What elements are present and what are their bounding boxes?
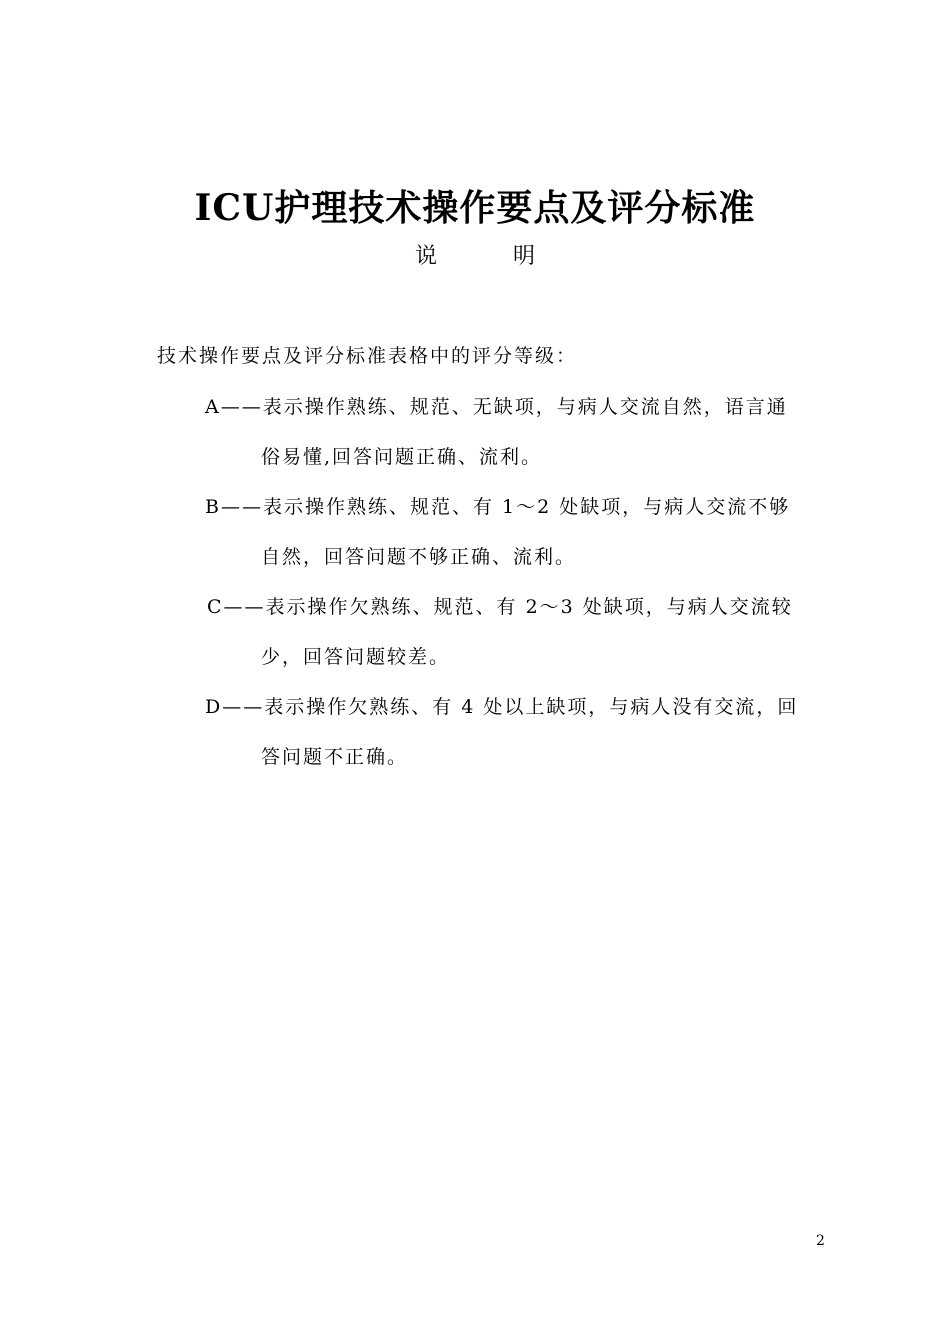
grade-b-line-2: 自然，回答问题不够正确、流利。 bbox=[261, 546, 577, 568]
grade-d-paragraph bbox=[205, 693, 798, 793]
subtitle-char-2: 明 bbox=[513, 244, 536, 269]
grade-c-line-2: 少，回答问题较差。 bbox=[261, 646, 451, 668]
grade-c-paragraph bbox=[207, 593, 793, 693]
subtitle-char-1: 说 bbox=[414, 244, 437, 269]
grade-d-line-1: D——表示操作欠熟练、有 4 处以上缺项，与病人没有交流，回 bbox=[205, 696, 799, 718]
grade-a-line-1: A——表示操作熟练、规范、无缺项，与病人交流自然，语言通 bbox=[205, 396, 788, 418]
grade-c-line-1: C——表示操作欠熟练、规范、有 2～3 处缺项，与病人交流较 bbox=[207, 596, 793, 618]
grade-d-line-2: 答问题不正确。 bbox=[261, 746, 409, 768]
grade-a-paragraph bbox=[205, 393, 788, 493]
grade-a-line-2: 俗易懂,回答问题正确、流利。 bbox=[261, 446, 543, 468]
grade-b-paragraph bbox=[205, 493, 790, 593]
document-title: ICU护理技术操作要点及评分标准 bbox=[194, 187, 756, 229]
intro-paragraph: 技术操作要点及评分标准表格中的评分等级： bbox=[157, 345, 578, 367]
grade-b-line-1: B——表示操作熟练、规范、有 1～2 处缺项，与病人交流不够 bbox=[205, 496, 791, 518]
page-number: 2 bbox=[816, 1233, 825, 1249]
document-subtitle bbox=[0, 242, 950, 272]
